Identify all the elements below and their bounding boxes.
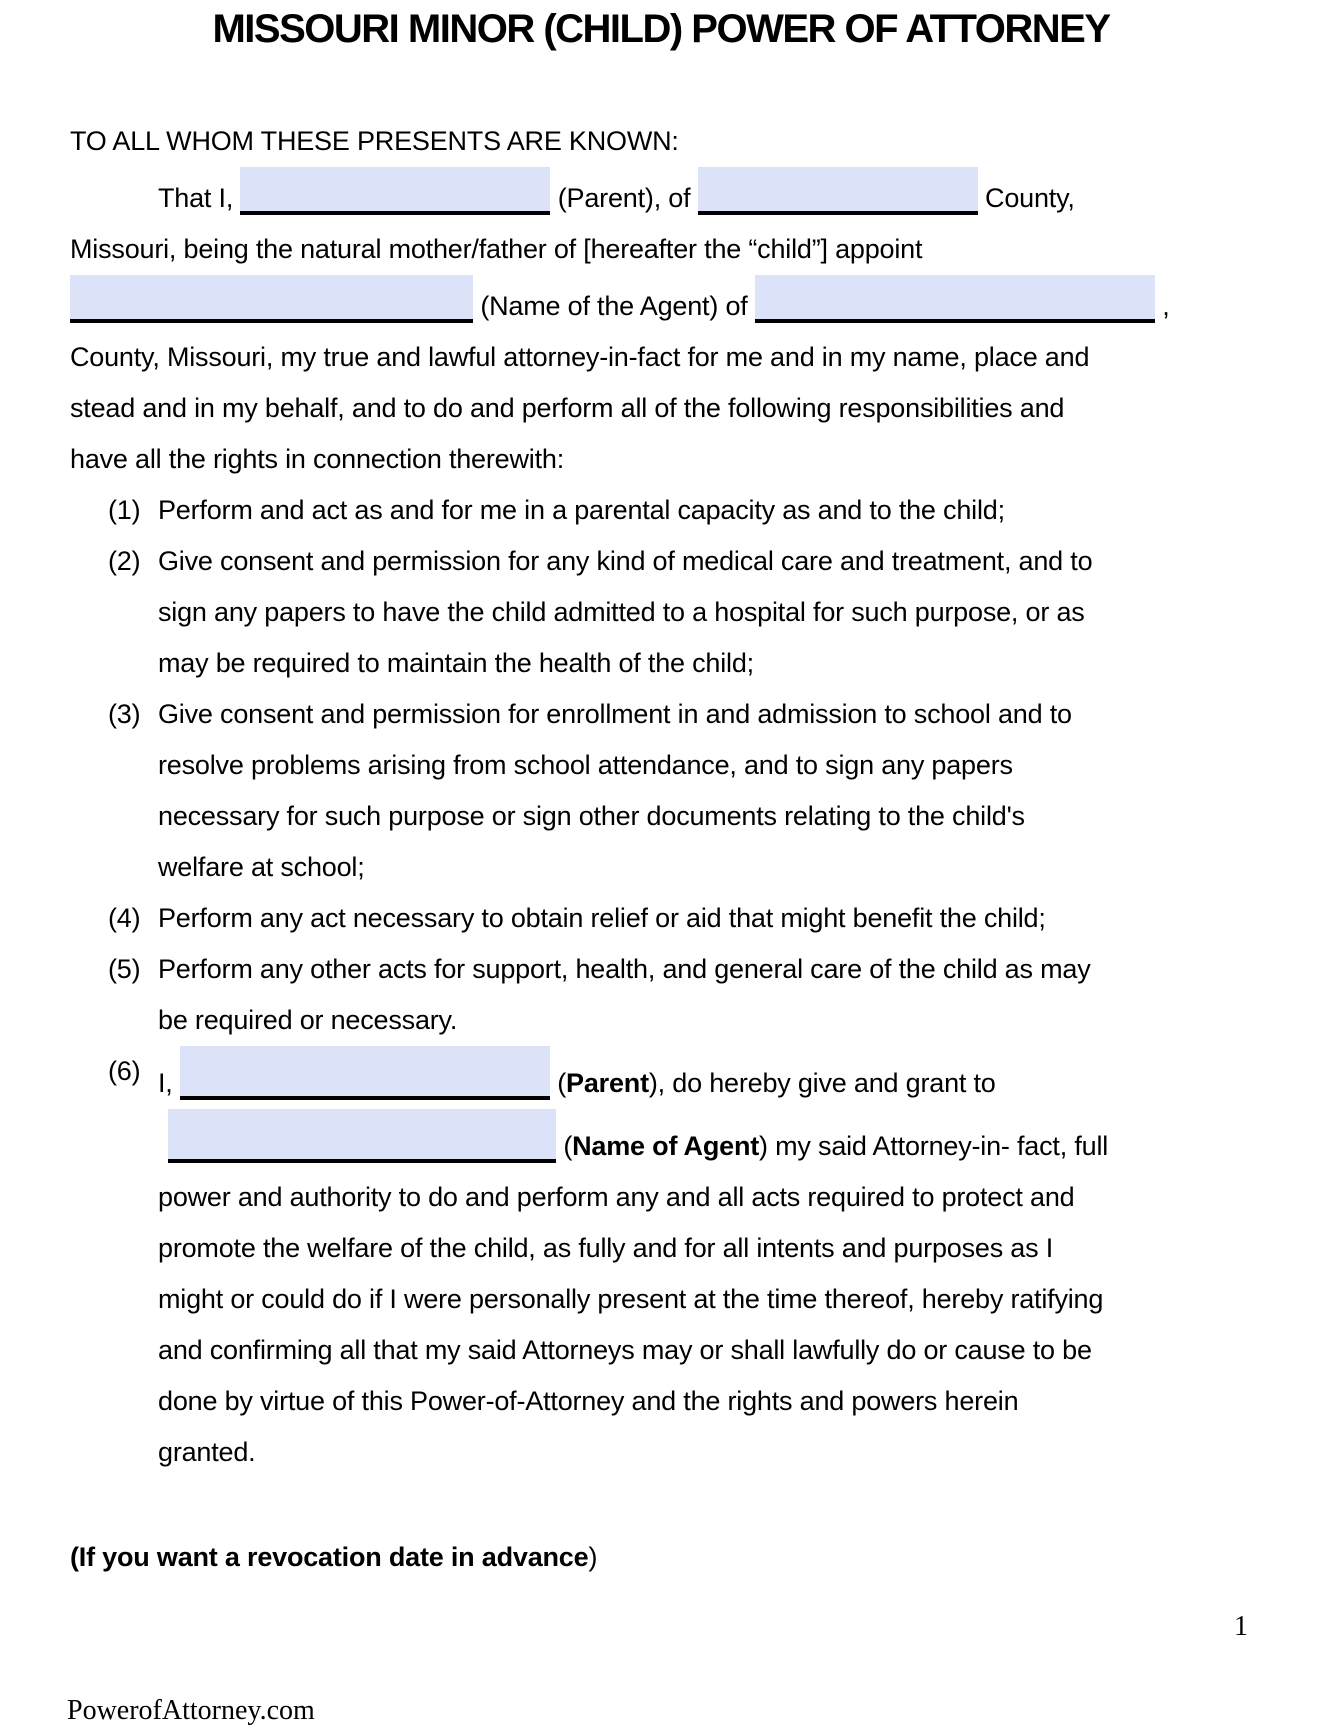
item-text <box>158 944 1310 1046</box>
agent-county-field[interactable] <box>755 275 1155 323</box>
item-line: Perform any act necessary to obtain relief or aid that might benefit the child; <box>158 903 1046 933</box>
item6-line1-open-paren: ( <box>557 1068 567 1098</box>
item-line: sign any papers to have the child admitted to a hospital for such purpose, or as <box>158 597 1085 627</box>
item-line: may be required to maintain the health of the child; <box>158 648 754 678</box>
intro-line-4: County, Missouri, my true and lawful attorney-in-fact for me and in my name, place and <box>70 342 1090 372</box>
item6-line2-bold-agent: Name of Agent <box>572 1131 760 1161</box>
item-line: Give consent and permission for any kind of medical care and treatment, and to <box>158 546 1093 576</box>
list-item-4 <box>70 893 1310 944</box>
item-number: (5) <box>108 954 141 984</box>
item-number: (4) <box>108 903 141 933</box>
list-item-5 <box>70 944 1310 1046</box>
agent-name-field-2[interactable] <box>168 1109 556 1163</box>
item-line: promote the welfare of the child, as fully and for all intents and purposes as I <box>158 1233 1054 1263</box>
footer-watermark: PowerofAttorney.com <box>67 1695 315 1726</box>
list-item-1 <box>70 485 1310 536</box>
item-text <box>158 893 1310 944</box>
item-line-with-agent-field <box>158 1109 1310 1172</box>
list-item-2 <box>70 536 1310 689</box>
item-text <box>158 485 1310 536</box>
item-line: be required or necessary. <box>158 1005 458 1035</box>
item-text <box>158 689 1310 893</box>
page-title: MISSOURI MINOR (CHILD) POWER OF ATTORNEY <box>212 7 1110 51</box>
item6-line1-pre: I, <box>158 1068 173 1098</box>
item-line: might or could do if I were personally present at the time thereof, hereby ratifying <box>158 1284 1104 1314</box>
revocation-note <box>70 1532 1310 1583</box>
salutation: TO ALL WHOM THESE PRESENTS ARE KNOWN: <box>70 126 679 156</box>
item-line: Perform any other acts for support, health, and general care of the child as may <box>158 954 1091 984</box>
item-number: (6) <box>108 1056 141 1086</box>
item-line: granted. <box>158 1437 256 1467</box>
intro-line-1-mid: (Parent), of <box>557 183 691 213</box>
item-line: Give consent and permission for enrollment in and admission to school and to <box>158 699 1072 729</box>
parent-county-field[interactable] <box>698 167 978 215</box>
revocation-note-bold: (If you want a revocation date in advance <box>70 1542 589 1572</box>
intro-line-1-end: County, <box>985 183 1075 213</box>
intro-line-3-mid: (Name of the Agent) of <box>480 291 748 321</box>
revocation-note-tail: ) <box>588 1542 598 1572</box>
item6-line1-bold-parent: Parent <box>566 1068 649 1098</box>
item6-line2-open-paren: ( <box>563 1131 573 1161</box>
item-line: power and authority to do and perform any and all acts required to protect and <box>158 1182 1075 1212</box>
document-body <box>70 116 1310 1583</box>
page-number: 1 <box>1234 1611 1248 1642</box>
agent-name-field[interactable] <box>70 275 473 323</box>
intro-line-6: have all the rights in connection therewith: <box>70 444 564 474</box>
item6-line1-end: ), do hereby give and grant to <box>648 1068 996 1098</box>
item-line: welfare at school; <box>158 852 365 882</box>
item-text <box>158 1046 1310 1478</box>
item-line-with-parent-field <box>158 1046 1310 1109</box>
intro-line-3-end: , <box>1162 291 1170 321</box>
item-number: (1) <box>108 495 141 525</box>
intro-line-5: stead and in my behalf, and to do and perform all of the following responsibilities and <box>70 393 1065 423</box>
intro-line-1 <box>70 167 1310 224</box>
list-item-3 <box>70 689 1310 893</box>
item-line: resolve problems arising from school attendance, and to sign any papers <box>158 750 1013 780</box>
intro-line-3 <box>70 275 1310 332</box>
item6-line2-end: ) my said Attorney-in- fact, full <box>759 1131 1109 1161</box>
item-line: done by virtue of this Power-of-Attorney and the rights and powers herein <box>158 1386 1019 1416</box>
parent-name-field-2[interactable] <box>180 1046 550 1100</box>
item-line: necessary for such purpose or sign other documents relating to the child's <box>158 801 1025 831</box>
list-item-6 <box>70 1046 1310 1478</box>
item-text <box>158 536 1310 689</box>
item-line: Perform and act as and for me in a parental capacity as and to the child; <box>158 495 1005 525</box>
intro-line-2: Missouri, being the natural mother/father of [hereafter the “child”] appoint <box>70 234 923 264</box>
item-number: (3) <box>108 699 141 729</box>
parent-name-field[interactable] <box>240 167 550 215</box>
item-line: and confirming all that my said Attorneys may or shall lawfully do or cause to be <box>158 1335 1092 1365</box>
item-number: (2) <box>108 546 141 576</box>
intro-line-1-pre: That I, <box>158 183 234 213</box>
